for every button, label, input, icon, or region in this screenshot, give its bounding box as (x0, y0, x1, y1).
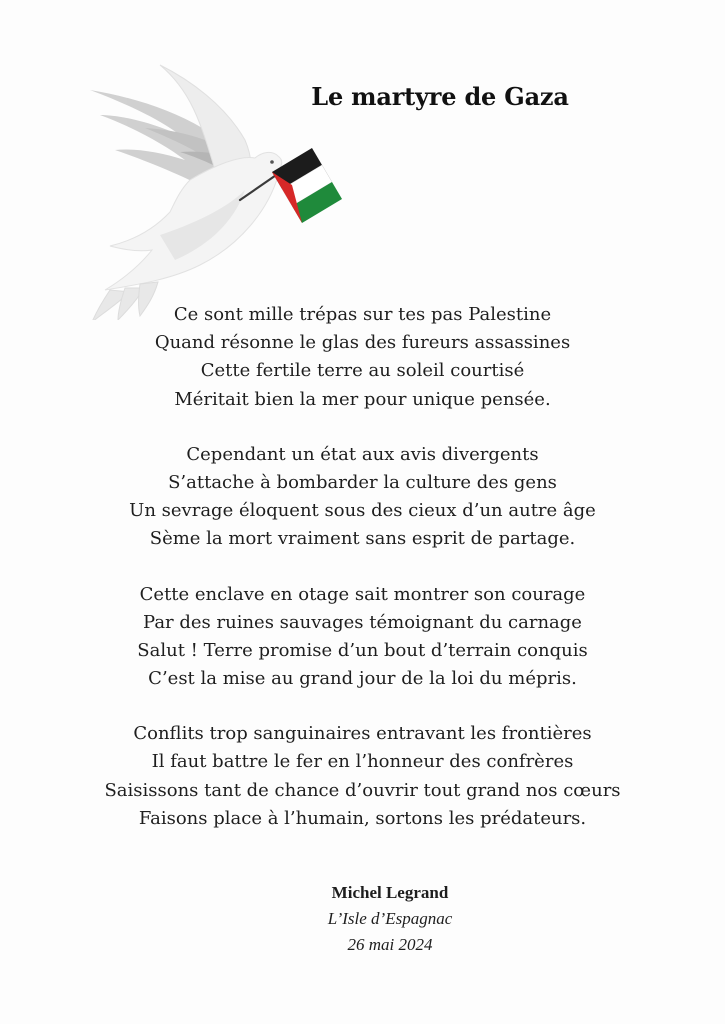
verse-line: Conflits trop sanguinaires entravant les frontières (133, 723, 592, 745)
verse-line: Cette fertile terre au soleil courtisé (200, 360, 525, 382)
poem-title: Le martyre de Gaza (311, 82, 569, 111)
verse-line: Salut ! Terre promise d’un bout d’terrain conquis (137, 639, 588, 661)
verse-line: Sème la mort vraiment sans esprit de partage. (149, 528, 576, 550)
stanza (0, 301, 725, 414)
verse-line: Ce sont mille trépas sur tes pas Palestine (173, 304, 552, 325)
stanza (0, 720, 725, 833)
verse-line: Cette enclave en otage sait montrer son courage (139, 583, 586, 605)
stanza (0, 581, 725, 694)
verse-line: C’est la mise au grand jour de la loi du mépris. (148, 668, 577, 690)
signature-date: 26 mai 2024 (347, 935, 433, 954)
verse-line: S’attache à bombarder la culture des gens (168, 471, 557, 493)
verse-line: Méritait bien la mer pour unique pensée. (174, 388, 551, 410)
signature-place: L’Isle d’Espagnac (327, 909, 453, 928)
verse-line: Il faut battre le fer en l’honneur des confrères (151, 751, 574, 773)
verse-line: Cependant un état aux avis divergents (186, 443, 539, 465)
verse-line: Un sevrage éloquent sous des cieux d’un autre âge (129, 500, 596, 522)
stanza (0, 441, 725, 554)
verse-line: Saisissons tant de chance d’ouvrir tout grand nos cœurs (104, 779, 621, 801)
signature-block (0, 880, 725, 958)
verse-line: Par des ruines sauvages témoignant du carnage (143, 611, 582, 633)
poem-body (0, 301, 725, 860)
palestine-flag-icon (272, 148, 342, 223)
verse-line: Quand résonne le glas des fureurs assassines (154, 332, 571, 354)
author-name: Michel Legrand (331, 883, 449, 902)
verse-line: Faisons place à l’humain, sortons les prédateurs. (138, 807, 587, 829)
